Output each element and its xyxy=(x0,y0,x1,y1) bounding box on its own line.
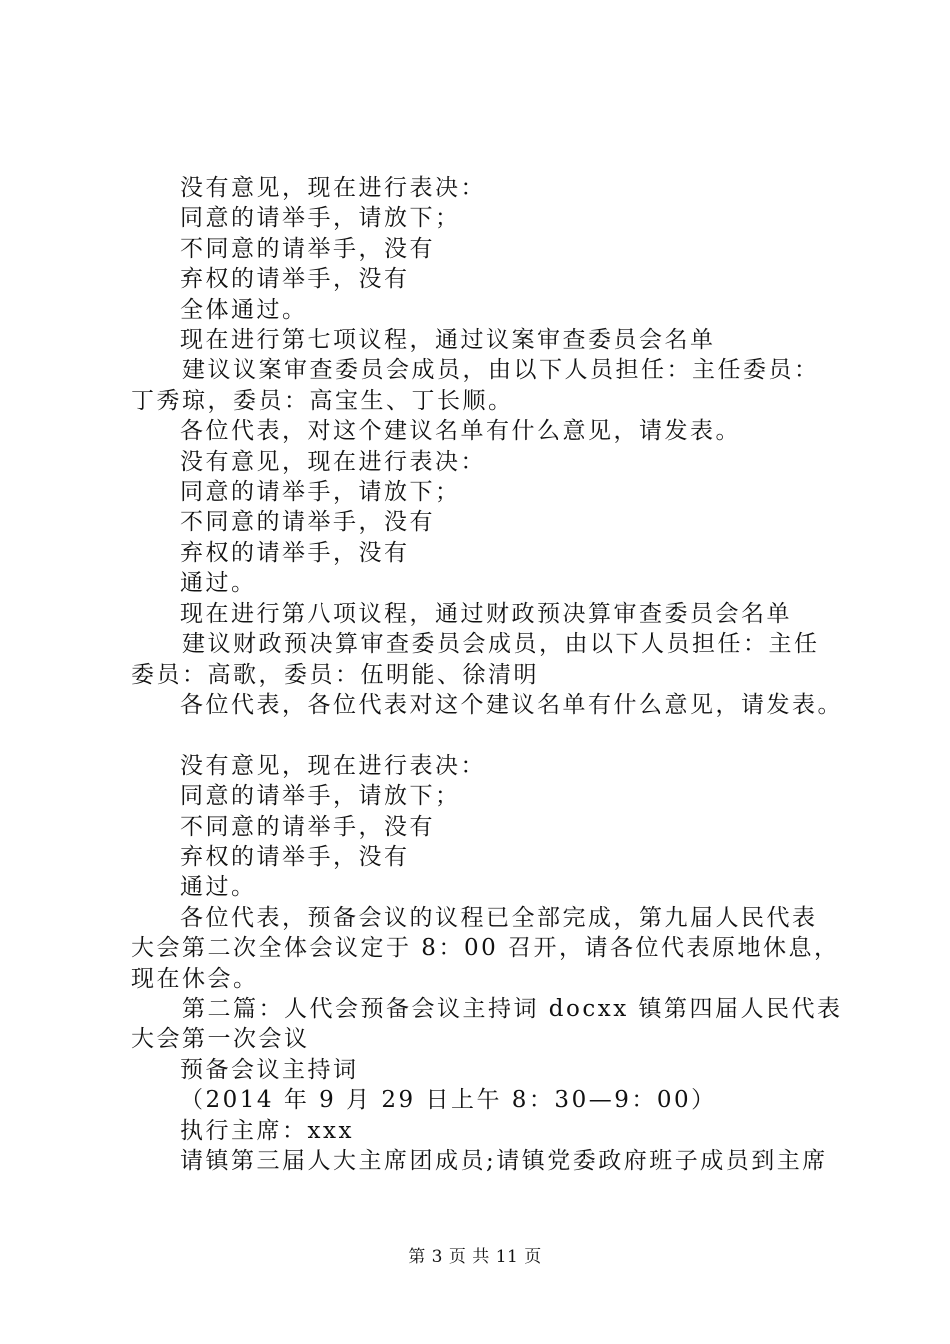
text-line: 建议议案审查委员会成员，由以下人员担任：主任委员： xyxy=(182,357,820,384)
text-line: 同意的请举手，请放下； xyxy=(180,479,461,506)
text-line: 大会第二次全体会议定于 8：00 召开，请各位代表原地休息， xyxy=(131,935,840,962)
text-line: 预备会议主持词 xyxy=(180,1056,359,1083)
text-line: 没有意见，现在进行表决： xyxy=(180,448,486,475)
text-line: 通过。 xyxy=(180,570,257,597)
text-line: 弃权的请举手，没有 xyxy=(180,539,410,566)
page-number-footer: 第 3 页 共 11 页 xyxy=(408,1247,542,1267)
text-line: 没有意见，现在进行表决： xyxy=(180,752,486,779)
text-line: 请镇第三届人大主席团成员;请镇党委政府班子成员到主席 xyxy=(180,1147,828,1174)
text-line: 同意的请举手，请放下； xyxy=(180,205,461,232)
text-line: 全体通过。 xyxy=(180,296,308,323)
text-line: 现在进行第八项议程，通过财政预决算审查委员会名单 xyxy=(180,600,792,627)
text-line: 委员：高歌，委员：伍明能、徐清明 xyxy=(131,661,539,688)
section-heading: 大会第一次会议 xyxy=(131,1026,310,1053)
text-line: 弃权的请举手，没有 xyxy=(180,266,410,293)
text-line: 不同意的请举手，没有 xyxy=(180,813,435,840)
blank-line xyxy=(131,720,841,750)
text-line: 各位代表，对这个建议名单有什么意见，请发表。 xyxy=(180,418,741,445)
text-line: 各位代表，各位代表对这个建议名单有什么意见，请发表。 xyxy=(180,691,843,718)
text-line: 现在休会。 xyxy=(131,965,259,992)
text-line: 通过。 xyxy=(180,874,257,901)
text-line: （2014 年 9 月 29 日上午 8：30—9：00） xyxy=(180,1087,717,1114)
text-line: 建议财政预决算审查委员会成员，由以下人员担任：主任 xyxy=(182,631,820,658)
document-body xyxy=(131,173,841,1176)
text-line: 不同意的请举手，没有 xyxy=(180,509,435,536)
text-line: 没有意见，现在进行表决： xyxy=(180,175,486,201)
text-line: 各位代表，预备会议的议程已全部完成，第九届人民代表 xyxy=(180,904,818,931)
text-line: 现在进行第七项议程，通过议案审查委员会名单 xyxy=(180,327,716,354)
section-heading: 第二篇：人代会预备会议主持词 docxx 镇第四届人民代表 xyxy=(182,995,843,1022)
text-line: 执行主席：xxx xyxy=(180,1117,354,1144)
text-line: 同意的请举手，请放下； xyxy=(180,783,461,810)
text-line: 丁秀琼，委员：高宝生、丁长顺。 xyxy=(131,387,514,414)
text-line: 弃权的请举手，没有 xyxy=(180,843,410,870)
text-line: 不同意的请举手，没有 xyxy=(180,235,435,262)
